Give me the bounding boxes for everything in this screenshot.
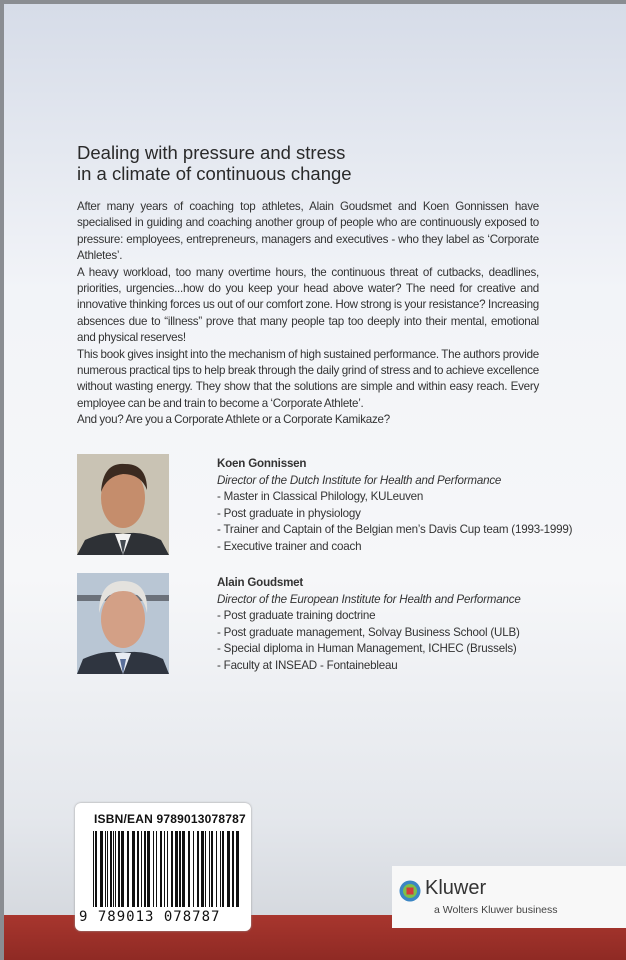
barcode-bar [227,831,230,907]
wolters-kluwer-logo-icon [399,880,421,902]
barcode-bar [100,831,103,907]
headline-line-2: in a climate of continuous change [77,163,352,184]
author-photo [77,454,169,555]
barcode-bar [137,831,139,907]
barcode-bar [121,831,124,907]
barcode-bar [95,831,97,907]
barcode-bar [107,831,108,907]
barcode-bar [211,831,213,907]
barcode-bar [193,831,194,907]
author-photo [77,573,169,674]
publisher-tagline: a Wolters Kluwer business [434,904,558,916]
barcode-bar [164,831,165,907]
headline-line-1: Dealing with pressure and stress [77,142,346,163]
barcode-bar [236,831,239,907]
barcode-bar [205,831,206,907]
isbn-label: ISBN/EAN 9789013078787 [94,812,246,826]
barcode-bar [167,831,168,907]
cover-headline [77,142,352,184]
bio-item: - Trainer and Captain of the Belgian men’s Davis Cup team (1993-1999) [217,523,573,537]
blurb-paragraph: After many years of coaching top athletes, Alain Goudsmet and Koen Gonnissen have specialised in guiding and coaching another group of people who are continuously exposed to pressure: employees, entrepreneurs, managers and executives - who they label as ‘Corporate Athletes’. [77,200,539,263]
barcode-sticker [75,803,251,931]
blurb-paragraph: A heavy workload, too many overtime hours, the continuous threat of cutbacks, deadlines, priorities, urgencies...how do you keep your head above water? The need for creative and innovative thinking forces us out of our comfort zone. How strong is your resistance? Increasing absences due to “illness” prove that many people tap too deeply into their mental, emotional and physical reserves! [77,265,539,345]
publisher-logo-box [392,866,626,928]
barcode-bar [127,831,129,907]
barcode-bar [118,831,120,907]
barcode-bar [201,831,204,907]
barcode-bar [175,831,178,907]
barcode-bar [141,831,142,907]
author-role: Director of the European Institute for Health and Performance [217,592,521,606]
barcode-bar [115,831,116,907]
barcode-bar [144,831,146,907]
blurb-paragraph: And you? Are you a Corporate Athlete or a Corporate Kamikaze? [77,413,390,427]
barcode-bar [222,831,224,907]
barcode-bar [171,831,173,907]
publisher-name: Kluwer [425,877,487,899]
bio-item: - Post graduate management, Solvay Business School (ULB) [217,625,520,639]
author-name: Alain Goudsmet [217,576,304,589]
author-role: Director of the Dutch Institute for Health and Performance [217,473,502,487]
bio-item: - Special diploma in Human Management, ICHEC (Brussels) [217,642,517,656]
barcode-bar [93,831,94,907]
bio-item: - Faculty at INSEAD - Fontainebleau [217,658,398,672]
barcode-bar [132,831,135,907]
barcode-bar [110,831,112,907]
barcode-bar [153,831,154,907]
barcode-bar [209,831,210,907]
barcode-bar [147,831,150,907]
bio-item: - Post graduate in physiology [217,506,361,520]
barcode-bar [156,831,157,907]
barcode-bar [188,831,190,907]
blurb-paragraph: This book gives insight into the mechanism of high sustained performance. The authors provide numerous practical tips to help break through the daily grind of stress and to achieve excellence without wasting energy. They show that the solutions are simple and within easy reach. Every employee can be and train to become a ‘Corporate Athlete’. [77,347,539,410]
author-name: Koen Gonnissen [217,457,307,470]
bio-item: - Executive trainer and coach [217,539,362,553]
barcode-bar [232,831,234,907]
bio-item: - Master in Classical Philology, KULeuven [217,490,424,504]
barcode-bar [105,831,106,907]
barcode-bar [113,831,114,907]
author-bio [217,456,572,556]
blurb [77,199,539,429]
barcode-bar [179,831,181,907]
barcode-bar [197,831,199,907]
barcode-bar [160,831,162,907]
barcode-bar [216,831,217,907]
barcode-bar [182,831,185,907]
barcode-bar [220,831,221,907]
barcode [93,831,241,907]
bio-item: - Post graduate training doctrine [217,609,376,623]
author-bio [217,575,521,675]
barcode-number: 9 789013 078787 [79,909,221,925]
